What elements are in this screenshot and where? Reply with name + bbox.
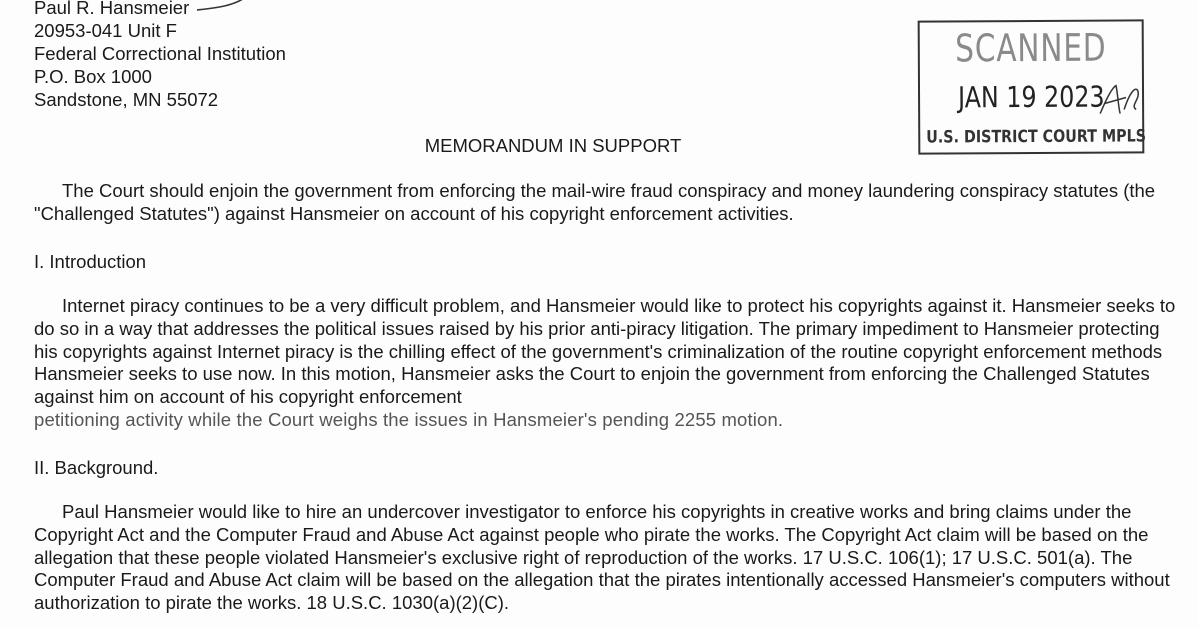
sender-address-block	[34, 0, 286, 111]
introduction-section	[34, 295, 1184, 432]
sender-institution: Federal Correctional Institution	[34, 43, 286, 64]
sender-id-unit: 20953-041 Unit F	[34, 20, 177, 41]
intro-section	[34, 180, 1184, 226]
sender-city-state-zip: Sandstone, MN 55072	[34, 89, 219, 110]
stamp-court-label: U.S. DISTRICT COURT MPLS	[926, 126, 1147, 148]
background-heading-block	[34, 457, 1184, 480]
background-paragraph: Paul Hansmeier would like to hire an undercover investigator to enforce his copyrights in creative works and bring claims under the Copyright Act and the Computer Fraud and Abuse Act against people who pirate the works. The Copyright Act claim will be based on the allegation that these people violated Hansmeier's exclusive right of reproduction of the works. 17 U.S.C. 106(1); 17 U.S.C. 501(a). The Computer Fraud and Abuse Act claim will be based on the allegation that the pirates intentionally accessed Hansmeier's computers without authorization to pirate the works. 18 U.S.C. 1030(a)(2)(C).	[34, 501, 1170, 614]
background-heading: II. Background.	[34, 457, 159, 478]
background-section	[34, 501, 1184, 615]
introduction-heading-block	[34, 251, 1184, 274]
sender-po-box: P.O. Box 1000	[34, 66, 152, 87]
memo-title: MEMORANDUM IN SUPPORT	[424, 135, 682, 156]
signature-scribble-icon	[195, 0, 255, 12]
sender-name: Paul R. Hansmeier	[34, 0, 190, 18]
introduction-paragraph: Internet piracy continues to be a very difficult problem, and Hansmeier would like to protect his copyrights against it. Hansmeier seeks to do so in a way that addresses the political issues raised by his prior anti-piracy litigation. The primary impediment to Hansmeier protecting his copyrights against Internet piracy is the chilling effect of the government's criminalization of the routine copyright enforcement methods Hansmeier seeks to use now. In this motion, Hansmeier asks the Court to enjoin the government from enforcing the Challenged Statutes against him on account of his copyright enforcement	[34, 295, 1176, 408]
initials-scribble-icon	[1096, 79, 1142, 119]
introduction-heading: I. Introduction	[34, 251, 147, 272]
intro-paragraph: The Court should enjoin the government from enforcing the mail-wire fraud conspiracy and money laundering conspiracy statutes (the "Challenged Statutes") against Hansmeier on account of his copyright enforcement activities.	[34, 180, 1156, 224]
stamp-date: JAN 19 2023	[957, 79, 1105, 115]
introduction-paragraph-tail: petitioning activity while the Court weighs the issues in Hansmeier's pending 2255 motion.	[34, 408, 784, 430]
stamp-scanned-label: SCANNED	[955, 25, 1107, 71]
